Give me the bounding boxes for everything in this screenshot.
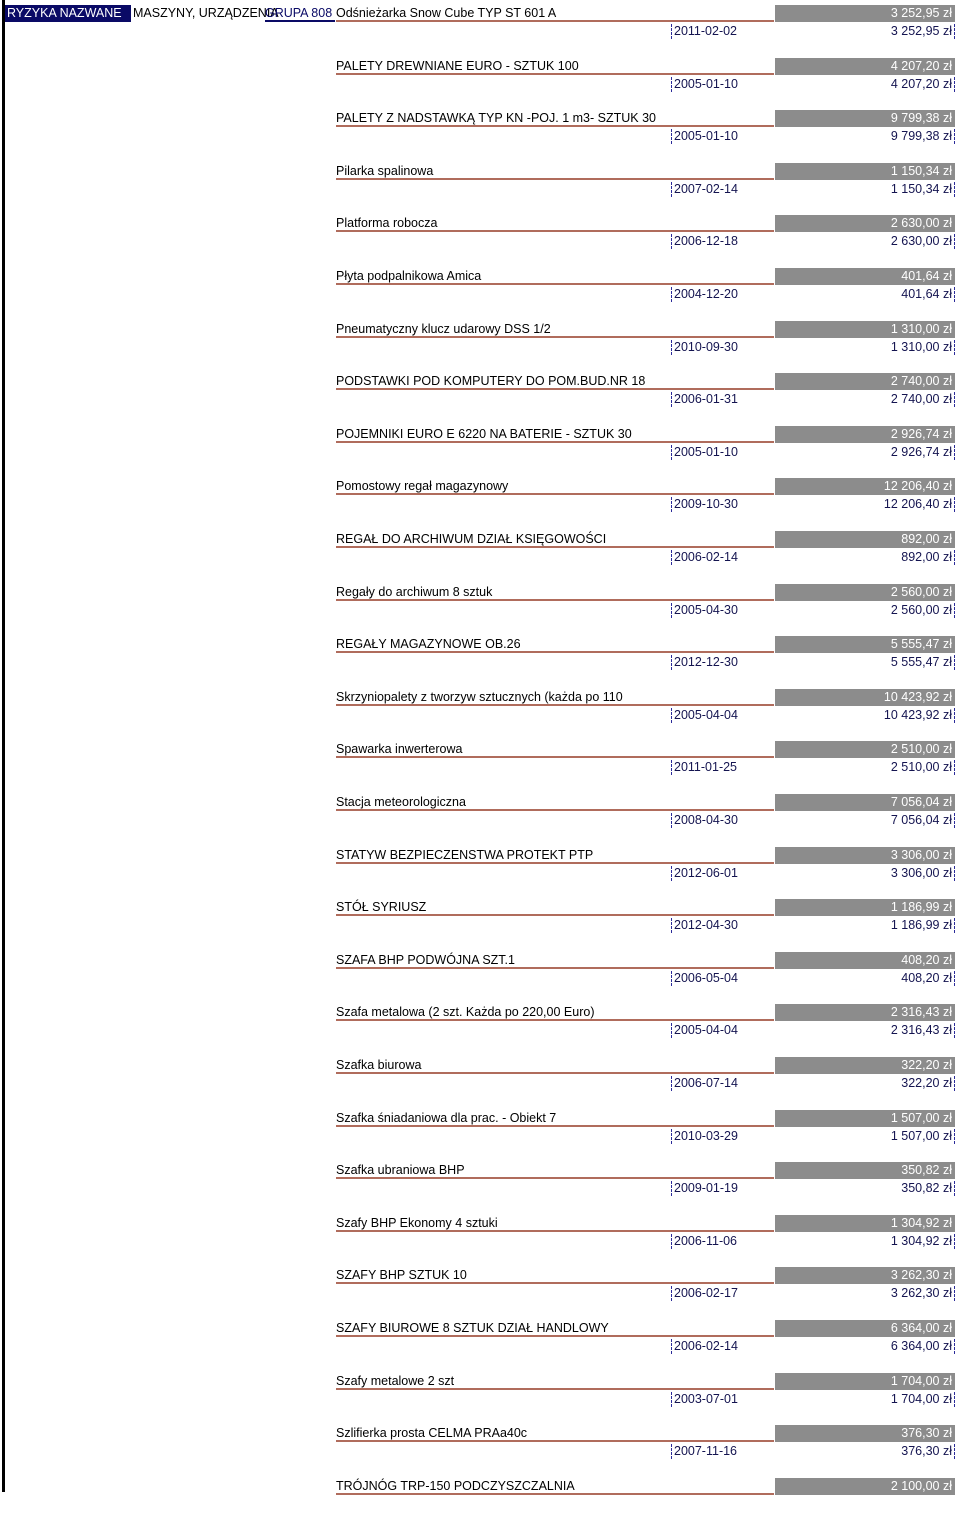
asset-date: 2006-02-14 <box>673 1338 775 1355</box>
asset-name: Stacja meteorologiczna <box>336 794 774 811</box>
asset-name: Szafka śniadaniowa dla prac. - Obiekt 7 <box>336 1110 774 1127</box>
asset-name: Szafy metalowe 2 szt <box>336 1373 774 1390</box>
asset-name: Platforma robocza <box>336 215 774 232</box>
asset-amount: 7 056,04 zł <box>775 812 955 829</box>
asset-entry <box>0 1320 960 1372</box>
asset-name: Pomostowy regał magazynowy <box>336 478 774 495</box>
asset-amount: 3 252,95 zł <box>775 23 955 40</box>
asset-name: Płyta podpalnikowa Amica <box>336 268 774 285</box>
asset-entry <box>0 636 960 688</box>
asset-name: Szlifierka prosta CELMA PRAa40c <box>336 1425 774 1442</box>
asset-entry <box>0 426 960 478</box>
asset-total: 2 510,00 zł <box>775 741 955 758</box>
asset-amount: 401,64 zł <box>775 286 955 303</box>
asset-name: Regały do archiwum 8 sztuk <box>336 584 774 601</box>
asset-date: 2005-01-10 <box>673 128 775 145</box>
asset-date: 2006-07-14 <box>673 1075 775 1092</box>
asset-total: 3 262,30 zł <box>775 1267 955 1284</box>
asset-amount: 3 306,00 zł <box>775 865 955 882</box>
asset-total: 5 555,47 zł <box>775 636 955 653</box>
asset-date: 2006-01-31 <box>673 391 775 408</box>
asset-amount: 4 207,20 zł <box>775 76 955 93</box>
asset-name: Skrzyniopalety z tworzyw sztucznych (każda po 110 <box>336 689 774 706</box>
risk-category-cell: RYZYKA NAZWANE <box>5 5 131 22</box>
asset-amount: 1 507,00 zł <box>775 1128 955 1145</box>
asset-total: 892,00 zł <box>775 531 955 548</box>
asset-entry <box>0 1057 960 1109</box>
asset-amount: 892,00 zł <box>775 549 955 566</box>
asset-total: 10 423,92 zł <box>775 689 955 706</box>
asset-amount: 3 262,30 zł <box>775 1285 955 1302</box>
asset-total: 1 310,00 zł <box>775 321 955 338</box>
asset-entry <box>0 163 960 215</box>
asset-name: REGAŁY MAGAZYNOWE OB.26 <box>336 636 774 653</box>
asset-entry <box>0 478 960 530</box>
asset-name: Szafka ubraniowa BHP <box>336 1162 774 1179</box>
asset-entry <box>0 689 960 741</box>
asset-name: PALETY DREWNIANE EURO - SZTUK 100 <box>336 58 774 75</box>
asset-amount: 10 423,92 zł <box>775 707 955 724</box>
asset-amount: 350,82 zł <box>775 1180 955 1197</box>
asset-entry <box>0 110 960 162</box>
asset-entry <box>0 531 960 583</box>
asset-amount: 1 704,00 zł <box>775 1391 955 1408</box>
asset-entry <box>0 1425 960 1477</box>
asset-name: Spawarka inwerterowa <box>336 741 774 758</box>
asset-date: 2011-02-02 <box>673 23 775 40</box>
asset-entry <box>0 1478 960 1530</box>
asset-amount: 1 186,99 zł <box>775 917 955 934</box>
asset-date: 2010-03-29 <box>673 1128 775 1145</box>
asset-name: Odśnieżarka Snow Cube TYP ST 601 A <box>336 5 774 22</box>
asset-name: Szafa metalowa (2 szt. Każda po 220,00 Euro) <box>336 1004 774 1021</box>
asset-amount: 9 799,38 zł <box>775 128 955 145</box>
asset-name: PODSTAWKI POD KOMPUTERY DO POM.BUD.NR 18 <box>336 373 774 390</box>
asset-amount: 1 150,34 zł <box>775 181 955 198</box>
asset-date: 2009-10-30 <box>673 496 775 513</box>
asset-name: STÓŁ SYRIUSZ <box>336 899 774 916</box>
asset-date: 2005-04-04 <box>673 1022 775 1039</box>
asset-name: PALETY Z NADSTAWKĄ TYP KN -POJ. 1 m3- SZTUK 30 <box>336 110 774 127</box>
asset-entry <box>0 952 960 1004</box>
asset-date: 2012-12-30 <box>673 654 775 671</box>
asset-total: 401,64 zł <box>775 268 955 285</box>
asset-entry <box>0 215 960 267</box>
asset-total: 1 186,99 zł <box>775 899 955 916</box>
asset-type-cell: MASZYNY, URZĄDZENIA <box>133 6 279 20</box>
asset-total: 1 150,34 zł <box>775 163 955 180</box>
asset-total: 7 056,04 zł <box>775 794 955 811</box>
asset-date: 2006-12-18 <box>673 233 775 250</box>
asset-date: 2009-01-19 <box>673 1180 775 1197</box>
asset-amount: 5 555,47 zł <box>775 654 955 671</box>
asset-total: 12 206,40 zł <box>775 478 955 495</box>
asset-name: SZAFA BHP PODWÓJNA SZT.1 <box>336 952 774 969</box>
asset-date: 2003-07-01 <box>673 1391 775 1408</box>
asset-date: 2011-01-25 <box>673 759 775 776</box>
asset-amount: 12 206,40 zł <box>775 496 955 513</box>
asset-entry <box>0 268 960 320</box>
asset-name: Szafy BHP Ekonomy 4 sztuki <box>336 1215 774 1232</box>
asset-date: 2005-01-10 <box>673 76 775 93</box>
asset-date: 2012-06-01 <box>673 865 775 882</box>
asset-amount: 6 364,00 zł <box>775 1338 955 1355</box>
asset-date: 2005-01-10 <box>673 444 775 461</box>
asset-name: REGAŁ DO ARCHIWUM DZIAŁ KSIĘGOWOŚCI <box>336 531 774 548</box>
asset-total: 9 799,38 zł <box>775 110 955 127</box>
asset-total: 3 252,95 zł <box>775 5 955 22</box>
asset-total: 350,82 zł <box>775 1162 955 1179</box>
asset-total: 1 704,00 zł <box>775 1373 955 1390</box>
asset-amount: 2 316,43 zł <box>775 1022 955 1039</box>
asset-amount: 1 304,92 zł <box>775 1233 955 1250</box>
asset-amount: 2 630,00 zł <box>775 233 955 250</box>
asset-total: 2 630,00 zł <box>775 215 955 232</box>
asset-amount: 2 510,00 zł <box>775 759 955 776</box>
asset-date: 2012-04-30 <box>673 917 775 934</box>
asset-entry <box>0 58 960 110</box>
asset-entry <box>0 899 960 951</box>
asset-date: 2006-11-06 <box>673 1233 775 1250</box>
asset-amount: 2 926,74 zł <box>775 444 955 461</box>
asset-name: Szafka biurowa <box>336 1057 774 1074</box>
asset-amount: 2 740,00 zł <box>775 391 955 408</box>
asset-total: 1 304,92 zł <box>775 1215 955 1232</box>
asset-amount: 408,20 zł <box>775 970 955 987</box>
asset-amount: 376,30 zł <box>775 1443 955 1460</box>
asset-date: 2010-09-30 <box>673 339 775 356</box>
asset-entry <box>0 5 960 57</box>
asset-date: 2006-05-04 <box>673 970 775 987</box>
asset-total: 4 207,20 zł <box>775 58 955 75</box>
asset-total: 2 100,00 zł <box>775 1478 955 1495</box>
asset-date: 2006-02-14 <box>673 549 775 566</box>
asset-date: 2007-11-16 <box>673 1443 775 1460</box>
asset-total: 2 926,74 zł <box>775 426 955 443</box>
asset-amount: 1 310,00 zł <box>775 339 955 356</box>
asset-date: 2006-02-17 <box>673 1285 775 1302</box>
asset-entry <box>0 1162 960 1214</box>
asset-date: 2005-04-30 <box>673 602 775 619</box>
asset-group-cell: GRUPA 808 <box>265 5 335 22</box>
asset-entry <box>0 1215 960 1267</box>
asset-entry <box>0 373 960 425</box>
asset-total: 3 306,00 zł <box>775 847 955 864</box>
asset-date: 2004-12-20 <box>673 286 775 303</box>
asset-total: 2 560,00 zł <box>775 584 955 601</box>
asset-name: STATYW BEZPIECZENSTWA PROTEKT PTP <box>336 847 774 864</box>
asset-total: 408,20 zł <box>775 952 955 969</box>
asset-amount: 322,20 zł <box>775 1075 955 1092</box>
asset-name: SZAFY BHP SZTUK 10 <box>336 1267 774 1284</box>
asset-name: TRÓJNÓG TRP-150 PODCZYSZCZALNIA <box>336 1478 774 1495</box>
asset-total: 2 316,43 zł <box>775 1004 955 1021</box>
asset-amount: 2 560,00 zł <box>775 602 955 619</box>
asset-total: 6 364,00 zł <box>775 1320 955 1337</box>
asset-date: 2008-04-30 <box>673 812 775 829</box>
asset-name: Pilarka spalinowa <box>336 163 774 180</box>
asset-entry <box>0 584 960 636</box>
asset-entry <box>0 847 960 899</box>
asset-entry <box>0 321 960 373</box>
asset-entry <box>0 794 960 846</box>
asset-date: 2007-02-14 <box>673 181 775 198</box>
asset-name: SZAFY BIUROWE 8 SZTUK DZIAŁ HANDLOWY <box>336 1320 774 1337</box>
asset-entry <box>0 1110 960 1162</box>
asset-name: Pneumatyczny klucz udarowy DSS 1/2 <box>336 321 774 338</box>
asset-date: 2005-04-04 <box>673 707 775 724</box>
asset-total: 322,20 zł <box>775 1057 955 1074</box>
asset-entry <box>0 1373 960 1425</box>
asset-total: 376,30 zł <box>775 1425 955 1442</box>
asset-name: POJEMNIKI EURO E 6220 NA BATERIE - SZTUK 30 <box>336 426 774 443</box>
asset-entry <box>0 1267 960 1319</box>
asset-total: 2 740,00 zł <box>775 373 955 390</box>
asset-total: 1 507,00 zł <box>775 1110 955 1127</box>
asset-entry <box>0 1004 960 1056</box>
asset-entry <box>0 741 960 793</box>
